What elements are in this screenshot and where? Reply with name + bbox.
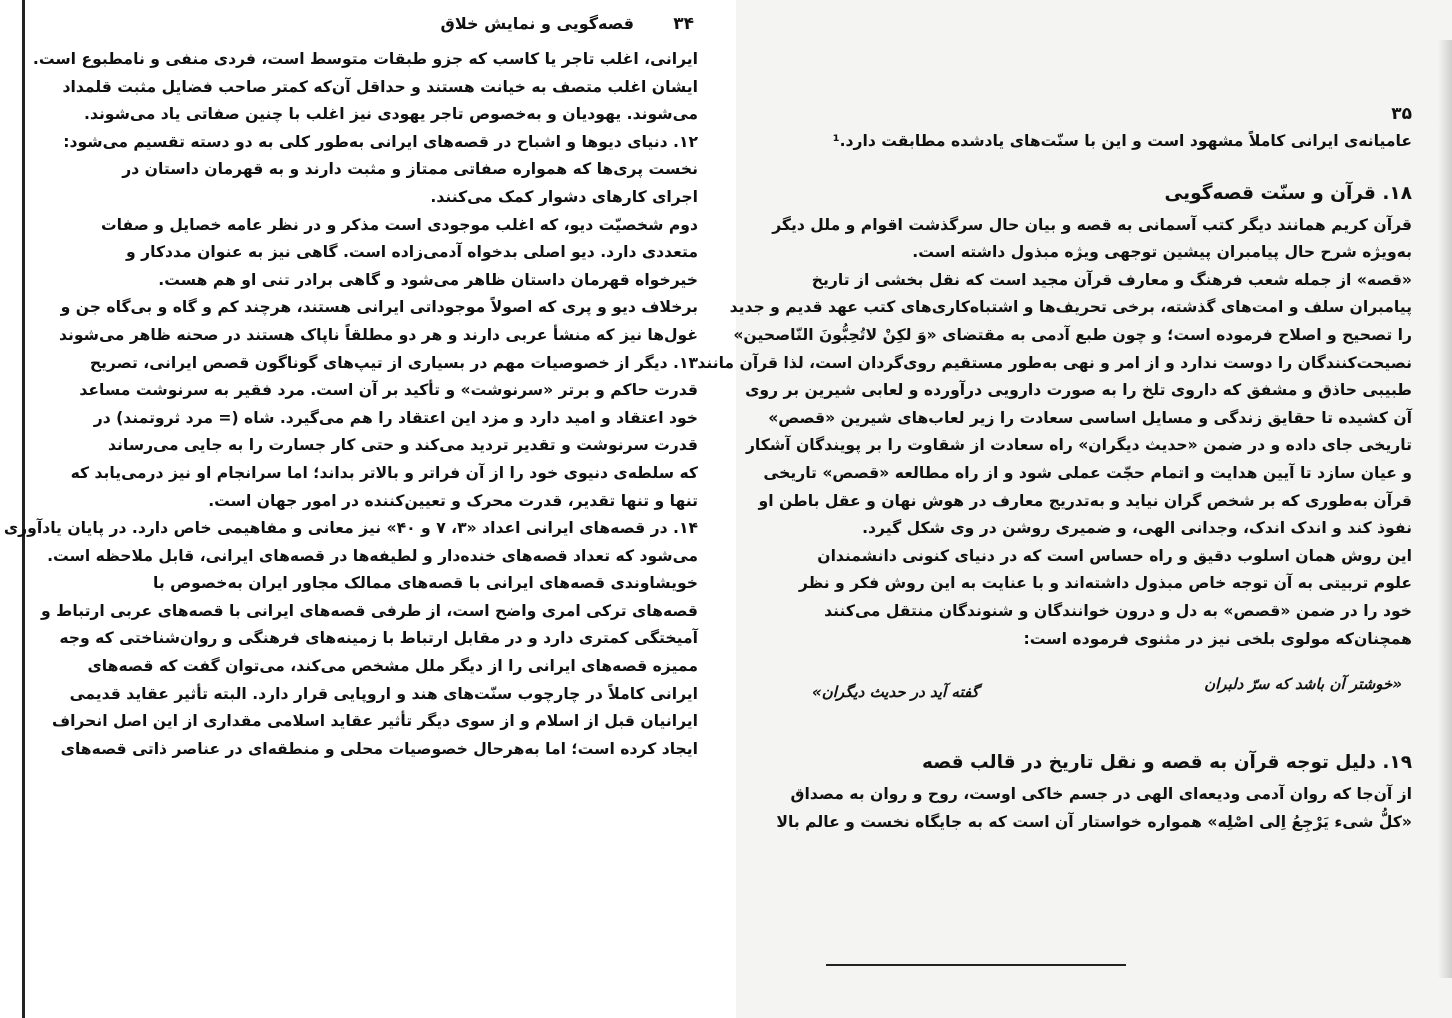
text-line: خود اعتقاد و امید دارد و مزد این اعتقاد را هم می‌گیرد. شاه (= مرد ثروتمند) در — [93, 408, 698, 427]
text-line: ایرانی، اغلب تاجر یا کاسب که جزو طبقات متوسط است، فردی منفی و نامطبوع است. — [32, 50, 698, 68]
right-page — [697, 0, 1452, 1018]
text-line: اجرای کارهای دشوار کمک می‌کنند. — [430, 187, 698, 206]
text-line: از آن‌جا که روان آدمی ودیعه‌ای الهی در جسم خاکی اوست، روح و روان به مصداق — [790, 785, 1412, 804]
section-heading-18: ۱۸. قرآن و سنّت قصه‌گویی — [1164, 182, 1412, 204]
page-number: ۳۵ — [1391, 104, 1412, 124]
text-line: همچنان‌که مولوی بلخی نیز در مثنوی فرموده است: — [1023, 629, 1412, 648]
running-head — [65, 14, 694, 44]
text-line: «قصه» از جمله شعب فرهنگ و معارف قرآن مجید است که نقل بخشی از تاریخ — [811, 270, 1412, 289]
text-line: ایرانی کاملاً در چارچوب سنّت‌های هند و اروپایی قرار دارد. البته تأثیر عقاید قدیمی — [69, 684, 698, 703]
text-line: برخلاف دیو و پری که اصولاً موجوداتی ایرانی هستند، هرچند کم و گاه و بی‌گاه جن و — [60, 298, 698, 317]
text-line: قدرت حاکم و برتر «سرنوشت» و تأکید بر آن است. مرد فقیر به سرنوشت مساعد — [79, 381, 698, 400]
text-line: قرآن کریم همانند دیگر کتب آسمانی به قصه و بیان حال سرگذشت اقوام و ملل دیگر — [772, 215, 1412, 234]
text-line: «کلُّ شیء یَرْجِعُ اِلی اصْلِه» همواره خواستار آن است که به جایگاه نخست و عالم بالا — [776, 812, 1412, 831]
text-line: دوم شخصیّت دیو، که اغلب موجودی است مذکر و در نظر عامه خصایل و صفات — [100, 215, 698, 234]
left-text-column — [3, 46, 698, 763]
text-line: ایجاد کرده است؛ اما به‌هرحال خصوصیات محلی و منطقه‌ای در عناصر ذاتی قصه‌های — [60, 739, 698, 758]
page-gutter — [724, 0, 736, 1018]
footnote-rule — [826, 964, 1126, 966]
text-line: نخست پری‌ها که همواره صفاتی ممتاز و مثبت دارند و به قهرمان داستان در — [122, 160, 698, 179]
text-line: به‌ویژه شرح حال پیامبران پیشین توجهی ویژه مبذول داشته است. — [912, 243, 1412, 262]
verse-hemistich: گفته آید در حدیث دیگران» — [812, 683, 979, 702]
text-line: تنها و تنها تقدیر، قدرت محرک و تعیین‌کننده در امور جهان است. — [208, 491, 698, 510]
text-line: عامیانه‌ی ایرانی کاملاً مشهود است و این با سنّت‌های یادشده مطابقت دارد.¹ — [832, 132, 1412, 150]
text-line: تاریخی جای داده و در ضمن «حدیث دیگران» راه سعادت از شقاوت را بر پویندگان آشکار — [745, 436, 1412, 455]
left-page — [3, 0, 724, 1018]
text-line: خویشاوندی قصه‌های ایرانی با قصه‌های ممالک مجاور ایران به‌خصوص با — [152, 574, 698, 593]
text-line: نفوذ کند و اندک اندک، وجدانی الهی، و ضمیری روشن در وی شکل گیرد. — [862, 519, 1412, 538]
text-line: ۱۲. دنیای دیوها و اشباح در قصه‌های ایرانی به‌طور کلی به دو دسته تقسیم می‌شود: — [63, 132, 698, 151]
text-line: آمیختگی کمتری دارد و در مقابل ارتباط با زمینه‌های فرهنگی و روان‌شناختی که وجه — [59, 629, 698, 648]
text-line: علوم تربیتی به آن توجه خاص مبذول داشته‌اند و با عنایت به این روش فکر و نظر — [798, 574, 1412, 593]
text-line: نصیحت‌کنندگان را دوست ندارد و از امر و نهی به‌طور مستقیم روی‌گردان است، لذا قرآن مانند — [697, 353, 1412, 372]
text-line: را تصحیح و اصلاح فرموده است؛ و چون طبع آدمی به مقتضای «وَ لکِنْ لاتُحِبُّونَ النّاصحین» — [733, 325, 1412, 344]
text-line: می‌شود که تعداد قصه‌های خنده‌دار و لطیفه‌ها در قصه‌های ایرانی، قابل ملاحظه است. — [47, 546, 698, 565]
text-line: ۱۳. دیگر از خصوصیات مهم در بسیاری از تیپ‌های گوناگون قصص ایرانی، تصریح — [89, 353, 698, 372]
verse-hemistich: «خوشتر آن باشد که سرّ دلبران — [1204, 675, 1402, 694]
right-text-column — [697, 128, 1412, 836]
verse-couplet — [772, 675, 1412, 715]
text-line: غول‌ها نیز که منشأ عربی دارند و هر دو مطلقاً ناپاک هستند در صحنه ظاهر می‌شوند — [59, 325, 698, 344]
page-number: ۳۴ — [673, 14, 694, 34]
text-line: طبیبی حاذق و مشفق که داروی تلخ را به صورت دارویی درآورده و لعابی شیرین بر روی — [745, 381, 1412, 400]
text-line: و عیان سازد تا آیین هدایت و اتمام حجّت عملی شود و از راه مطالعه «قصص» تاریخی — [763, 463, 1412, 482]
text-line: پیامبران سلف و امت‌های گذشته، برخی تحریف‌ها و اشتباه‌کاری‌های کتب عهد قدیم و جدید — [729, 298, 1412, 317]
text-line: ایرانیان قبل از اسلام و از سوی دیگر تأثیر عقاید اسلامی مقداری از این اصل انحراف — [51, 712, 698, 731]
text-line: این روش همان اسلوب دقیق و راه حساس است که در دنیای کنونی دانشمندان — [817, 546, 1412, 565]
text-line: متعددی دارد. دیو اصلی بدخواه آدمی‌زاده است. گاهی نیز به عنوان مددکار و — [125, 243, 698, 262]
text-line: قدرت سرنوشت و تقدیر تردید می‌کند و حتی کار جسارت را به جایی می‌رساند — [108, 436, 698, 455]
text-line: ممیزه قصه‌های ایرانی را از دیگر ملل مشخص می‌کند، می‌توان گفت که قصه‌های — [87, 657, 698, 676]
text-line: می‌شوند. یهودیان و به‌خصوص تاجر یهودی نیز اغلب با چنین صفاتی یاد می‌شوند. — [84, 105, 698, 124]
text-line: خود را در ضمن «قصص» به دل و درون خوانندگان و شنوندگان منتقل می‌کنند — [824, 601, 1412, 620]
text-line: خیرخواه قهرمان داستان ظاهر می‌شود و گاهی برادر تنی او هم هست. — [158, 270, 698, 289]
text-line: ایشان اغلب متصف به خیانت هستند و حداقل آن‌که کمتر صاحب فضایل مثبت قلمداد — [62, 77, 698, 96]
text-line: قرآن به‌طوری که بر شخص گران نیاید و به‌تدریج معارف در هوش نهان و عقل باطن او — [758, 491, 1412, 510]
running-title: قصه‌گویی و نمایش خلاق — [440, 14, 634, 33]
text-line: آن کشیده تا حقایق زندگی و مسایل اساسی سعادت را زیر لعاب‌های شیرین «قصص» — [768, 408, 1412, 427]
text-line: که سلطه‌ی دنیوی خود را از آن فراتر و بالاتر بداند؛ اما سرانجام او نیز درمی‌یابد که — [70, 463, 698, 482]
section-heading-19: ۱۹. دلیل توجه قرآن به قصه و نقل تاریخ در قالب قصه — [922, 752, 1412, 774]
text-line: قصه‌های ترکی امری واضح است، از طرفی قصه‌های ایرانی با قصه‌های عربی ارتباط و — [41, 601, 698, 620]
text-line: ۱۴. در قصه‌های ایرانی اعداد «۳، ۷ و ۴۰» نیز معانی و مفاهیمی خاص دارد. در پایان یادآوری — [3, 519, 698, 538]
